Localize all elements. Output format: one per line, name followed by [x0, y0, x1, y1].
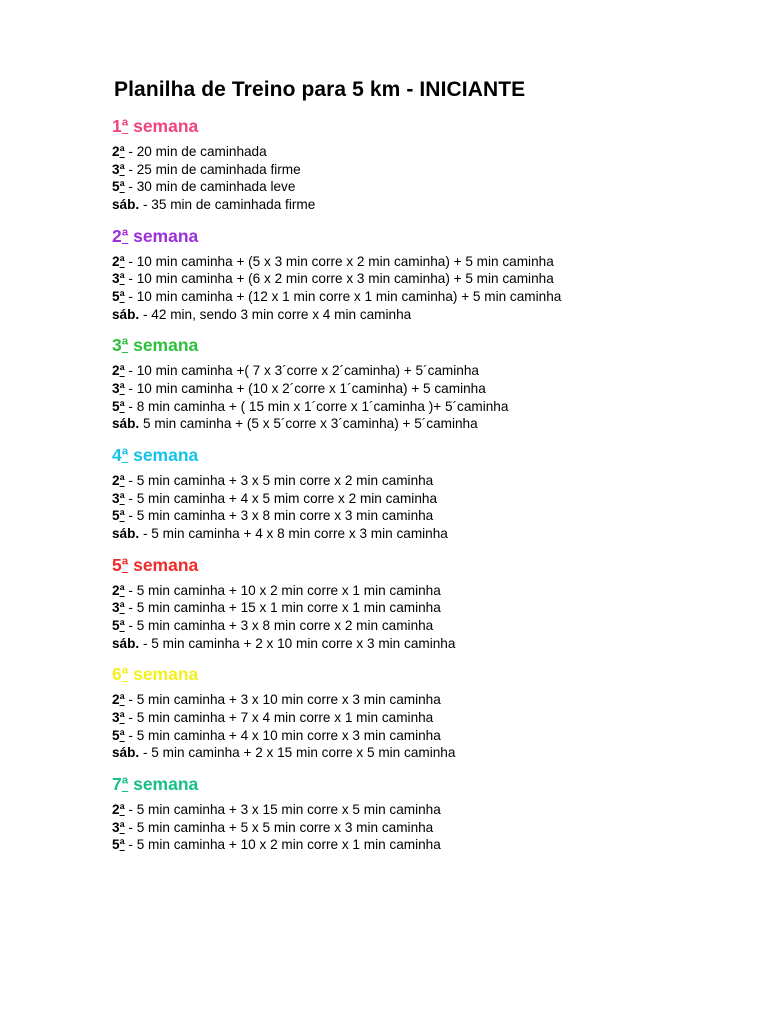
session-day-ordinal: ª: [119, 600, 125, 616]
session-day: [112, 399, 125, 414]
session-day: [112, 307, 139, 322]
week-session-list: [112, 143, 708, 214]
session-day: [112, 179, 125, 194]
week-heading-number: 6: [112, 664, 122, 685]
week-heading-number: 3: [112, 335, 122, 356]
session-day-ordinal: ª: [119, 143, 125, 159]
week-session-list: [112, 253, 708, 324]
session-day: [112, 600, 125, 615]
session-separator: -: [124, 508, 137, 524]
session-day-ordinal: ª: [119, 802, 125, 817]
week-session-item: [112, 599, 708, 617]
session-day: [112, 254, 125, 269]
week-session-item: [112, 691, 708, 709]
week-heading-number: 4: [112, 445, 122, 466]
session-day: [112, 710, 125, 725]
session-description: 35 min de caminhada firme: [151, 196, 316, 212]
session-description: 5 min caminha + 3 x 8 min corre x 3 min caminha: [136, 508, 434, 524]
page-title: Planilha de Treino para 5 km - INICIANTE: [114, 78, 526, 101]
week-heading: [112, 116, 708, 138]
week-heading-label: semana: [133, 774, 199, 795]
week-session-list: [112, 472, 708, 543]
session-description: 5 min caminha + 15 x 1 min corre x 1 min caminha: [136, 600, 441, 616]
session-day-number: sáb.: [112, 526, 140, 542]
session-separator: -: [124, 837, 137, 853]
week-session-item: [112, 306, 708, 324]
week-block: [112, 774, 708, 854]
session-separator: -: [124, 143, 137, 159]
session-day: [112, 289, 125, 304]
week-session-item: [112, 143, 708, 161]
session-day: [112, 802, 125, 817]
session-description: 10 min caminha + (10 x 2´corre x 1´caminha) + 5 caminha: [136, 380, 486, 396]
session-day: [112, 728, 125, 743]
session-day-ordinal: ª: [119, 472, 125, 488]
week-block: [112, 116, 708, 214]
week-heading-label: semana: [133, 335, 199, 356]
session-description: 10 min caminha + (5 x 3 min corre x 2 min caminha) + 5 min caminha: [136, 253, 554, 269]
session-day-ordinal: ª: [119, 363, 125, 379]
week-session-item: [112, 744, 708, 762]
session-description: 5 min caminha + 5 x 5 min corre x 3 min caminha: [136, 819, 434, 835]
session-separator: -: [124, 363, 137, 379]
session-day-number: 5: [112, 398, 120, 414]
session-day-number: 2: [112, 802, 120, 817]
week-heading-label: semana: [133, 116, 199, 136]
session-day-number: 2: [112, 253, 120, 269]
week-session-item: [112, 288, 708, 306]
week-heading-label: semana: [133, 554, 199, 575]
session-day: [112, 636, 139, 651]
week-heading-label: semana: [133, 664, 199, 685]
week-heading-ordinal: ª: [121, 664, 129, 685]
session-day: [112, 162, 125, 177]
session-day: [112, 508, 125, 523]
week-session-item: [112, 801, 708, 819]
session-day-number: 3: [112, 380, 120, 396]
session-description: 5 min caminha + (5 x 5´corre x 3´caminha) + 5´caminha: [142, 416, 478, 432]
session-day-number: 5: [112, 618, 120, 634]
session-description: 5 min caminha + 10 x 2 min corre x 1 min caminha: [136, 837, 441, 853]
week-heading: [112, 774, 708, 796]
session-day-ordinal: ª: [119, 253, 125, 269]
week-block: [112, 335, 708, 433]
session-day-number: 3: [112, 490, 120, 506]
week-heading-number: 1: [112, 116, 122, 136]
session-description: 10 min caminha + (6 x 2 min corre x 3 min caminha) + 5 min caminha: [136, 271, 554, 287]
week-heading-number: 7: [112, 774, 122, 795]
session-separator: -: [124, 600, 137, 616]
session-day-ordinal: ª: [119, 161, 125, 177]
week-heading: [112, 555, 708, 577]
week-session-item: [112, 635, 708, 653]
session-day-number: 3: [112, 600, 120, 616]
session-description: 5 min caminha + 3 x 15 min corre x 5 min caminha: [136, 802, 441, 817]
session-day-number: sáb.: [112, 745, 140, 761]
session-separator: -: [124, 692, 137, 708]
session-day-number: 3: [112, 271, 120, 287]
session-day: [112, 271, 125, 286]
session-separator: -: [124, 161, 137, 177]
week-heading: [112, 226, 708, 248]
week-session-item: [112, 196, 708, 214]
session-separator: -: [124, 179, 137, 195]
session-separator: -: [124, 398, 137, 414]
session-description: 5 min caminha + 10 x 2 min corre x 1 min caminha: [136, 582, 441, 598]
session-description: 5 min caminha + 3 x 5 min corre x 2 min caminha: [136, 472, 434, 488]
session-day-number: 5: [112, 288, 120, 304]
session-day: [112, 692, 125, 707]
week-session-item: [112, 819, 708, 837]
week-session-list: [112, 691, 708, 762]
week-session-item: [112, 270, 708, 288]
week-session-list: [112, 801, 708, 854]
week-heading-ordinal: ª: [121, 335, 129, 356]
week-heading-number: 5: [112, 554, 122, 575]
week-block: [112, 555, 708, 653]
week-session-item: [112, 490, 708, 508]
session-day-ordinal: ª: [119, 380, 125, 396]
session-day: [112, 526, 139, 541]
week-session-item: [112, 178, 708, 196]
session-day: [112, 837, 125, 852]
session-day-number: 2: [112, 472, 120, 488]
week-block: [112, 664, 708, 762]
session-day-number: 2: [112, 363, 120, 379]
session-day-number: 3: [112, 710, 120, 726]
session-separator: -: [124, 618, 137, 634]
session-day-ordinal: ª: [119, 710, 125, 726]
session-day: [112, 473, 125, 488]
session-description: 30 min de caminhada leve: [136, 179, 296, 195]
week-session-item: [112, 525, 708, 543]
session-day: [112, 745, 139, 760]
session-separator: -: [124, 582, 137, 598]
session-day-ordinal: ª: [119, 490, 125, 506]
session-description: 8 min caminha + ( 15 min x 1´corre x 1´caminha )+ 5´caminha: [136, 398, 509, 414]
session-separator: -: [124, 727, 137, 743]
session-day-ordinal: ª: [119, 271, 125, 287]
session-separator: -: [139, 526, 152, 542]
week-heading-ordinal: ª: [121, 116, 129, 136]
session-day: [112, 416, 139, 431]
week-block: [112, 445, 708, 543]
session-description: 5 min caminha + 2 x 10 min corre x 3 min caminha: [151, 635, 456, 651]
week-heading: [112, 445, 708, 467]
weeks-container: [112, 116, 708, 854]
week-session-item: [112, 617, 708, 635]
session-day: [112, 144, 125, 159]
session-day-number: sáb.: [112, 416, 140, 432]
week-block: [112, 226, 708, 324]
week-session-item: [112, 398, 708, 416]
session-separator: -: [124, 710, 137, 726]
session-day-ordinal: ª: [119, 692, 125, 708]
session-day-number: 3: [112, 819, 120, 835]
session-separator: -: [139, 306, 152, 322]
session-day-ordinal: ª: [119, 618, 125, 634]
session-day-ordinal: ª: [119, 727, 125, 743]
week-session-item: [112, 362, 708, 380]
session-day: [112, 381, 125, 396]
session-separator: -: [124, 288, 137, 304]
week-heading: [112, 335, 708, 357]
session-day-ordinal: ª: [119, 398, 125, 414]
session-description: 5 min caminha + 4 x 5 mim corre x 2 min caminha: [136, 490, 438, 506]
week-heading-label: semana: [133, 225, 199, 246]
session-description: 10 min caminha + (12 x 1 min corre x 1 min caminha) + 5 min caminha: [136, 288, 562, 304]
week-session-item: [112, 727, 708, 745]
session-description: 5 min caminha + 4 x 8 min corre x 3 min caminha: [151, 526, 448, 542]
session-day-number: sáb.: [112, 635, 140, 651]
session-day: [112, 820, 125, 835]
week-heading-ordinal: ª: [121, 445, 129, 466]
session-day-ordinal: ª: [119, 582, 125, 598]
session-day-number: 5: [112, 837, 120, 853]
week-session-item: [112, 709, 708, 727]
session-day-number: 5: [112, 508, 120, 524]
session-description: 5 min caminha + 2 x 15 min corre x 5 min caminha: [151, 745, 456, 761]
week-session-item: [112, 836, 708, 854]
session-description: 42 min, sendo 3 min corre x 4 min caminha: [151, 306, 412, 322]
session-day: [112, 363, 125, 378]
week-session-item: [112, 253, 708, 271]
session-separator: -: [124, 490, 137, 506]
week-session-item: [112, 472, 708, 490]
week-session-item: [112, 415, 708, 433]
session-day-number: 5: [112, 727, 120, 743]
session-separator: -: [124, 802, 137, 817]
session-day: [112, 618, 125, 633]
session-separator: -: [124, 253, 137, 269]
session-description: 5 min caminha + 3 x 8 min corre x 2 min caminha: [136, 618, 434, 634]
session-separator: -: [139, 745, 152, 761]
session-day: [112, 491, 125, 506]
session-separator: -: [124, 380, 137, 396]
session-day-number: 2: [112, 582, 120, 598]
week-session-item: [112, 582, 708, 600]
week-heading-label: semana: [133, 445, 199, 466]
session-day-number: 2: [112, 143, 120, 159]
session-description: 5 min caminha + 7 x 4 min corre x 1 min caminha: [136, 710, 434, 726]
session-day-number: sáb.: [112, 196, 140, 212]
session-day-number: 2: [112, 692, 120, 708]
session-description: 10 min caminha +( 7 x 3´corre x 2´caminha) + 5´caminha: [136, 363, 479, 379]
session-day-number: 3: [112, 161, 120, 177]
session-day-ordinal: ª: [119, 819, 125, 835]
session-day-ordinal: ª: [119, 179, 125, 195]
week-session-item: [112, 380, 708, 398]
week-session-list: [112, 582, 708, 653]
session-day-ordinal: ª: [119, 288, 125, 304]
week-heading: [112, 664, 708, 686]
session-day-ordinal: ª: [119, 508, 125, 524]
session-day-number: 5: [112, 179, 120, 195]
session-day-number: sáb.: [112, 306, 140, 322]
session-day: [112, 197, 139, 212]
session-description: 5 min caminha + 3 x 10 min corre x 3 min caminha: [136, 692, 441, 708]
session-description: 20 min de caminhada: [136, 143, 267, 159]
week-heading-number: 2: [112, 225, 122, 246]
week-heading-ordinal: ª: [121, 554, 129, 575]
session-day: [112, 583, 125, 598]
session-separator: -: [124, 472, 137, 488]
session-separator: -: [139, 635, 152, 651]
session-day-ordinal: ª: [119, 837, 125, 853]
session-separator: -: [139, 196, 152, 212]
week-heading-ordinal: ª: [121, 774, 129, 795]
week-session-list: [112, 362, 708, 433]
session-separator: -: [124, 819, 137, 835]
week-session-item: [112, 161, 708, 179]
week-session-item: [112, 507, 708, 525]
session-separator: -: [124, 271, 137, 287]
session-description: 25 min de caminhada firme: [136, 161, 301, 177]
session-description: 5 min caminha + 4 x 10 min corre x 3 min caminha: [136, 727, 441, 743]
week-heading-ordinal: ª: [121, 225, 129, 246]
